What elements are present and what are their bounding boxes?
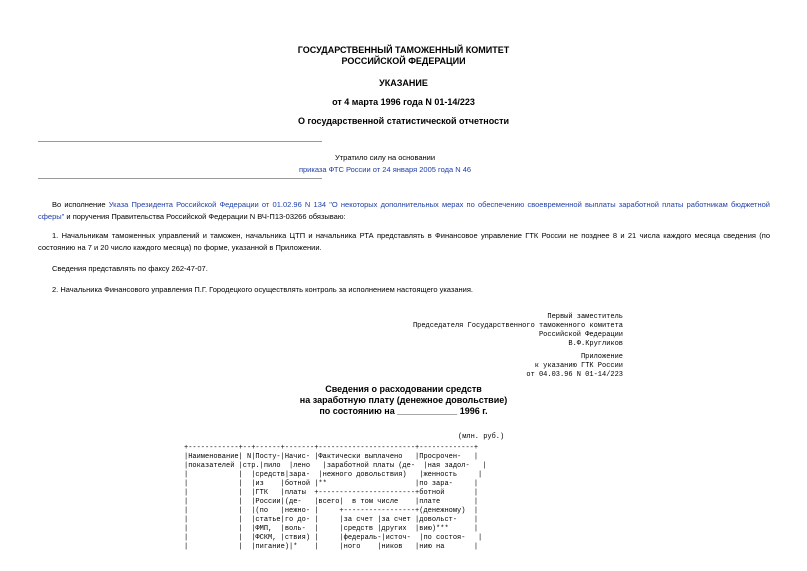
signature-line2: Председателя Государственного таможенного комитета [412, 322, 623, 330]
signature-line4: В.Ф.Кругликов [568, 340, 623, 348]
divider-top [38, 141, 322, 142]
decree-link[interactable]: Указа Президента Российской Федерации от 01.02.96 N 134 "О некоторых дополнительных мерах по обеспечению своевременной выплаты заработной платы работникам бюджетной сферы" [38, 200, 770, 221]
status-text: Утратило силу на основании [334, 153, 436, 162]
item-2-paragraph: 2. Начальника Финансового управления П.Г. Городецкого осуществлять контроль за исполнением настоящего указания. [52, 285, 473, 294]
status-link-wrap [0, 164, 770, 175]
org-name-line2: РОССИЙСКОЙ ФЕДЕРАЦИИ [341, 56, 466, 66]
appendix-line1: Приложение [580, 353, 623, 361]
intro-prefix: Во исполнение [52, 200, 106, 209]
intro-paragraph [38, 199, 770, 223]
item-1-paragraph: 1. Начальникам таможенных управлений и таможен, начальника ЦТП и начальника РТА представлять в Финансовое управление ГТК России не позднее 8 и 21 числа каждого месяца сведения (по состоянию на 7 и 20 число каждого месяца) по форме, указанной в Приложении. [38, 231, 770, 252]
appendix-line3: от 04.03.96 N 01-14/223 [526, 371, 623, 379]
units-label: (млн. руб.) [458, 433, 505, 441]
document-title: О государственной статистической отчетности [297, 116, 510, 126]
report-table: +------------+--+------+-------+-----------------------+-------------+ |Наименование| N|Посту-|Начис- |Фактически выплачено |Просрочен- | |показателей |стр.|пило |лено |заработной платы (де- |ная задол- | | | |средств|зара- |нежного довольствия) |женность | | | |из |ботной |** |по зара- | | | |ГТК |платы +-----------------------+ботной | | | |России|(де- |всего| в том числе |плате | | | |(по |нежно- | +-----------------+(денежному) | | | |статье|го до- | |за счет |за счет |довольст- | | | |ФМП, |воль- | |средств |других |вию)*** | | | |ФСКМ, |ствия) | |федераль-|источ- |по состоя- | | | |пигание)|* | |ного |ников |нию на | [184, 444, 487, 551]
org-name-line1: ГОСУДАРСТВЕННЫЙ ТАМОЖЕННЫЙ КОМИТЕТ [297, 45, 510, 55]
intro-suffix: и поручения Правительства Российской Федерации N ВЧ-П13-03266 обязываю: [66, 212, 346, 221]
signature-line3: Российской Федерации [538, 331, 623, 339]
appendix-line2: к указанию ГТК России [534, 362, 623, 370]
divider-bottom [38, 178, 322, 179]
report-title-line3: по состоянию на ____________ 1996 г. [319, 406, 488, 416]
fax-paragraph: Сведения представлять по факсу 262-47-07. [52, 264, 208, 273]
signature-line1: Первый заместитель [547, 313, 623, 321]
document-type: УКАЗАНИЕ [379, 78, 428, 88]
report-title-line2: на заработную плату (денежное довольствие) [299, 395, 508, 405]
report-title-line1: Сведения о расходовании средств [325, 384, 482, 394]
document-date: от 4 марта 1996 года N 01-14/223 [332, 97, 475, 107]
repeal-order-link[interactable]: приказа ФТС России от 24 января 2005 года N 46 [298, 165, 472, 174]
